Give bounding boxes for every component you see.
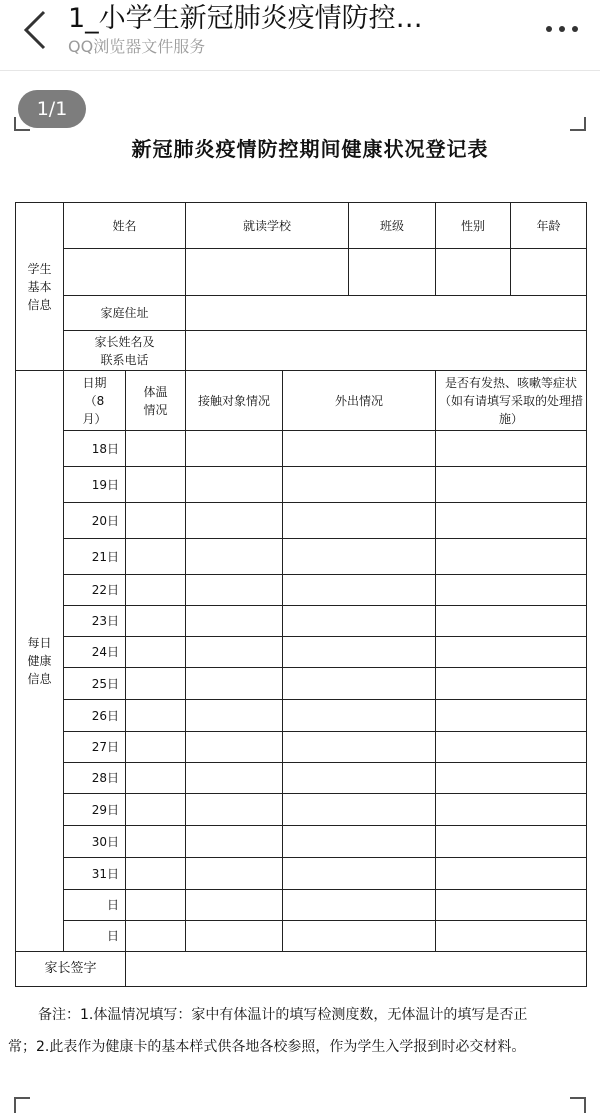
back-button[interactable] (14, 6, 58, 50)
chevron-left-icon (14, 6, 58, 50)
temperature-field[interactable] (126, 637, 186, 668)
header-class: 班级 (349, 203, 436, 249)
header-date: 日期 （8 月） (64, 371, 126, 431)
contacts-field[interactable] (186, 794, 283, 826)
day-row (16, 606, 587, 637)
outings-field[interactable] (283, 606, 436, 637)
temperature-field[interactable] (126, 763, 186, 794)
contacts-field[interactable] (186, 431, 283, 467)
parent-signature-field[interactable] (126, 952, 587, 987)
outings-field[interactable] (283, 921, 436, 952)
more-dots-icon (572, 26, 578, 32)
document-title: 新冠肺炎疫情防控期间健康状况登记表 (131, 137, 489, 161)
day-row (16, 732, 587, 763)
file-title: 1_小学生新冠肺炎疫情防控… (68, 3, 423, 34)
symptoms-field[interactable] (436, 637, 587, 668)
day-label: 21日 (64, 539, 126, 575)
temperature-field[interactable] (126, 858, 186, 890)
day-row (16, 826, 587, 858)
address-field[interactable] (186, 296, 587, 331)
more-dots-icon (546, 26, 552, 32)
name-field[interactable] (64, 249, 186, 296)
age-field[interactable] (511, 249, 587, 296)
day-label: 30日 (64, 826, 126, 858)
temperature-field[interactable] (126, 700, 186, 732)
address-label: 家庭住址 (64, 296, 186, 331)
page-corner-mark (14, 1097, 30, 1113)
day-row (16, 858, 587, 890)
page-indicator: 1/1 (18, 90, 86, 128)
outings-field[interactable] (283, 539, 436, 575)
day-row (16, 921, 587, 952)
temperature-field[interactable] (126, 668, 186, 700)
temperature-field[interactable] (126, 431, 186, 467)
temperature-field[interactable] (126, 503, 186, 539)
top-bar (0, 0, 600, 71)
outings-field[interactable] (283, 794, 436, 826)
outings-field[interactable] (283, 668, 436, 700)
temperature-field[interactable] (126, 890, 186, 921)
contacts-field[interactable] (186, 539, 283, 575)
symptoms-field[interactable] (436, 921, 587, 952)
day-row (16, 503, 587, 539)
remarks (0, 999, 600, 1063)
day-label: 26日 (64, 700, 126, 732)
symptoms-field[interactable] (436, 858, 587, 890)
signature-row (16, 952, 587, 987)
outings-field[interactable] (283, 763, 436, 794)
temperature-field[interactable] (126, 606, 186, 637)
day-row (16, 637, 587, 668)
contacts-field[interactable] (186, 700, 283, 732)
day-label: 18日 (64, 431, 126, 467)
outings-field[interactable] (283, 575, 436, 606)
symptoms-field[interactable] (436, 575, 587, 606)
outings-field[interactable] (283, 467, 436, 503)
daily-health-label: 每日 健康 信息 (16, 371, 64, 952)
symptoms-field[interactable] (436, 700, 587, 732)
symptoms-field[interactable] (436, 826, 587, 858)
day-row (16, 431, 587, 467)
header-symptoms: 是否有发热、咳嗽等症状 （如有请填写采取的处理措 施） (436, 371, 587, 431)
temperature-field[interactable] (126, 539, 186, 575)
symptoms-field[interactable] (436, 467, 587, 503)
header-name: 姓名 (64, 203, 186, 249)
health-registration-table (15, 202, 587, 987)
gender-field[interactable] (436, 249, 511, 296)
contacts-field[interactable] (186, 575, 283, 606)
file-source: QQ浏览器文件服务 (68, 37, 206, 56)
more-dots-icon (559, 26, 565, 32)
contacts-field[interactable] (186, 858, 283, 890)
outings-field[interactable] (283, 890, 436, 921)
parent-contact-field[interactable] (186, 331, 587, 371)
header-age: 年龄 (511, 203, 587, 249)
temperature-field[interactable] (126, 794, 186, 826)
outings-field[interactable] (283, 637, 436, 668)
day-label: 31日 (64, 858, 126, 890)
class-field[interactable] (349, 249, 436, 296)
more-button[interactable] (540, 22, 584, 36)
remarks-line-1: 备注：1.体温情况填写：家中有体温计的填写检测度数，无体温计的填写是否正 (38, 1007, 528, 1023)
outings-field[interactable] (283, 431, 436, 467)
header-school: 就读学校 (186, 203, 349, 249)
day-row (16, 467, 587, 503)
contacts-field[interactable] (186, 503, 283, 539)
day-label: 28日 (64, 763, 126, 794)
contacts-field[interactable] (186, 467, 283, 503)
day-label: 23日 (64, 606, 126, 637)
header-outings: 外出情况 (283, 371, 436, 431)
header-contacts: 接触对象情况 (186, 371, 283, 431)
contacts-field[interactable] (186, 668, 283, 700)
temperature-field[interactable] (126, 575, 186, 606)
contacts-field[interactable] (186, 826, 283, 858)
school-field[interactable] (186, 249, 349, 296)
day-row (16, 763, 587, 794)
day-label: 20日 (64, 503, 126, 539)
page-corner-mark (570, 1097, 586, 1113)
contacts-field[interactable] (186, 763, 283, 794)
day-row (16, 539, 587, 575)
outings-field[interactable] (283, 700, 436, 732)
symptoms-field[interactable] (436, 431, 587, 467)
symptoms-field[interactable] (436, 890, 587, 921)
student-info-label: 学生 基本 信息 (16, 203, 64, 371)
symptoms-field[interactable] (436, 606, 587, 637)
document-viewer[interactable] (0, 71, 600, 1107)
symptoms-field[interactable] (436, 668, 587, 700)
temperature-field[interactable] (126, 826, 186, 858)
temperature-field[interactable] (126, 467, 186, 503)
symptoms-field[interactable] (436, 763, 587, 794)
remarks-line-2: 常；2.此表作为健康卡的基本样式供各地各校参照，作为学生入学报到时必交材料。 (8, 1039, 526, 1055)
header-temperature: 体温 情况 (126, 371, 186, 431)
day-label: 27日 (64, 732, 126, 763)
symptoms-field[interactable] (436, 794, 587, 826)
outings-field[interactable] (283, 858, 436, 890)
day-row (16, 700, 587, 732)
day-label: 19日 (64, 467, 126, 503)
symptoms-field[interactable] (436, 539, 587, 575)
contacts-field[interactable] (186, 921, 283, 952)
header-gender: 性别 (436, 203, 511, 249)
day-label: 22日 (64, 575, 126, 606)
temperature-field[interactable] (126, 921, 186, 952)
day-row (16, 668, 587, 700)
symptoms-field[interactable] (436, 732, 587, 763)
contacts-field[interactable] (186, 890, 283, 921)
day-label: 日 (64, 921, 126, 952)
day-label: 29日 (64, 794, 126, 826)
outings-field[interactable] (283, 732, 436, 763)
contacts-field[interactable] (186, 606, 283, 637)
outings-field[interactable] (283, 826, 436, 858)
parent-contact-label: 家长姓名及 联系电话 (64, 331, 186, 371)
day-row (16, 575, 587, 606)
temperature-field[interactable] (126, 732, 186, 763)
day-label: 25日 (64, 668, 126, 700)
contacts-field[interactable] (186, 732, 283, 763)
day-row (16, 794, 587, 826)
day-row (16, 890, 587, 921)
day-label: 24日 (64, 637, 126, 668)
day-label: 日 (64, 890, 126, 921)
contacts-field[interactable] (186, 637, 283, 668)
symptoms-field[interactable] (436, 503, 587, 539)
page-corner-mark (570, 117, 586, 131)
outings-field[interactable] (283, 503, 436, 539)
parent-signature-label: 家长签字 (16, 952, 126, 987)
